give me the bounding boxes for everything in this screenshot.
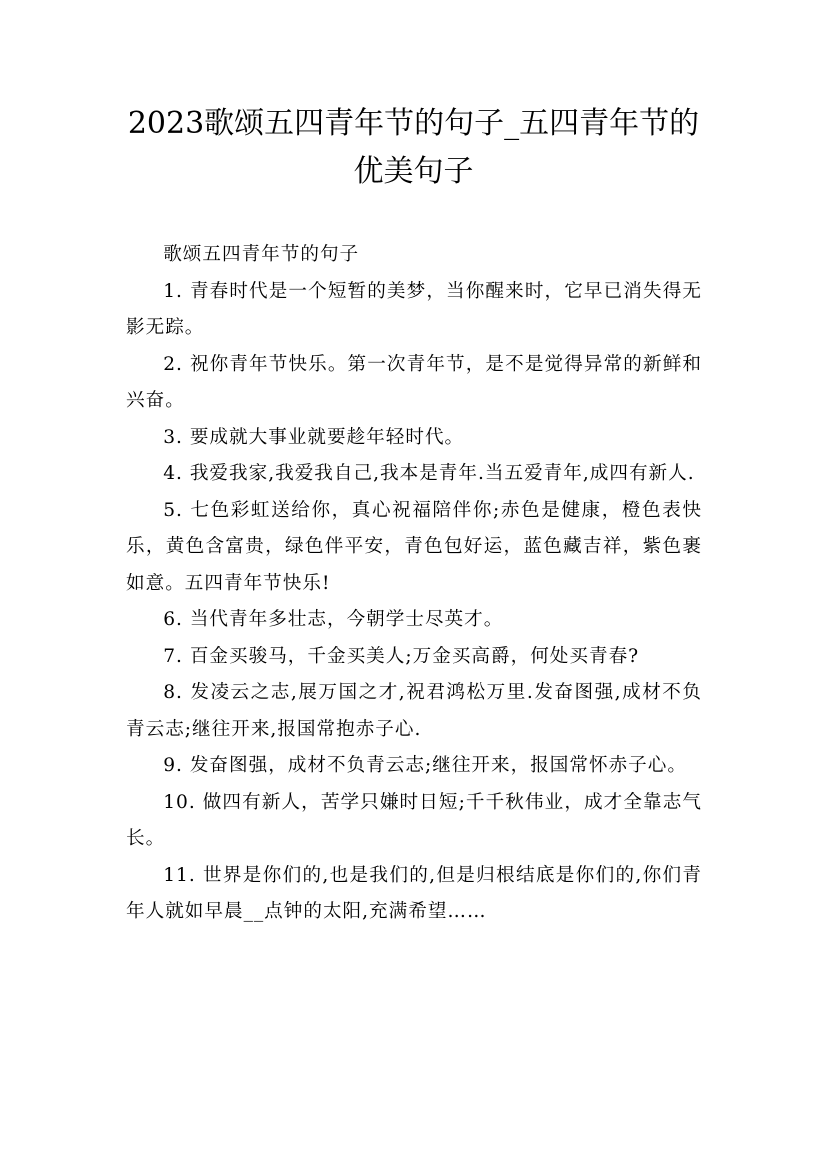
paragraph: 10. 做四有新人，苦学只嫌时日短;千千秋伟业，成才全靠志气长。 [126, 791, 702, 849]
paragraph: 6. 当代青年多壮志，今朝学士尽英才。 [163, 609, 504, 630]
paragraph: 5. 七色彩虹送给你，真心祝福陪伴你;赤色是健康，橙色表快乐，黄色含富贵，绿色伴平安，青色包好运，蓝色藏吉祥，紫色裹如意。五四青年节快乐! [126, 499, 702, 594]
document-title: 2023歌颂五四青年节的句子_五四青年节的优美句子 [127, 106, 700, 189]
paragraph: 9. 发奋图强，成材不负青云志;继往开来，报国常怀赤子心。 [163, 755, 687, 776]
paragraph: 8. 发凌云之志,展万国之才,祝君鸿松万里.发奋图强,成材不负青云志;继往开来,报国常抱赤子心. [126, 682, 702, 740]
document-body [126, 237, 702, 931]
paragraph: 1. 青春时代是一个短暂的美梦，当你醒来时，它早已消失得无影无踪。 [126, 280, 702, 338]
paragraph: 2. 祝你青年节快乐。第一次青年节，是不是觉得异常的新鲜和兴奋。 [126, 353, 702, 411]
section-heading: 歌颂五四青年节的句子 [163, 244, 360, 265]
paragraph: 11. 世界是你们的,也是我们的,但是归根结底是你们的,你们青年人就如早晨__点钟的太阳,充满希望…… [126, 864, 702, 922]
paragraph: 7. 百金买骏马，千金买美人;万金买高爵，何处买青春? [163, 645, 640, 667]
paragraph: 4. 我爱我家,我爱我自己,我本是青年.当五爱青年,成四有新人. [163, 463, 695, 484]
paragraph: 3. 要成就大事业就要趁年轻时代。 [163, 426, 465, 448]
